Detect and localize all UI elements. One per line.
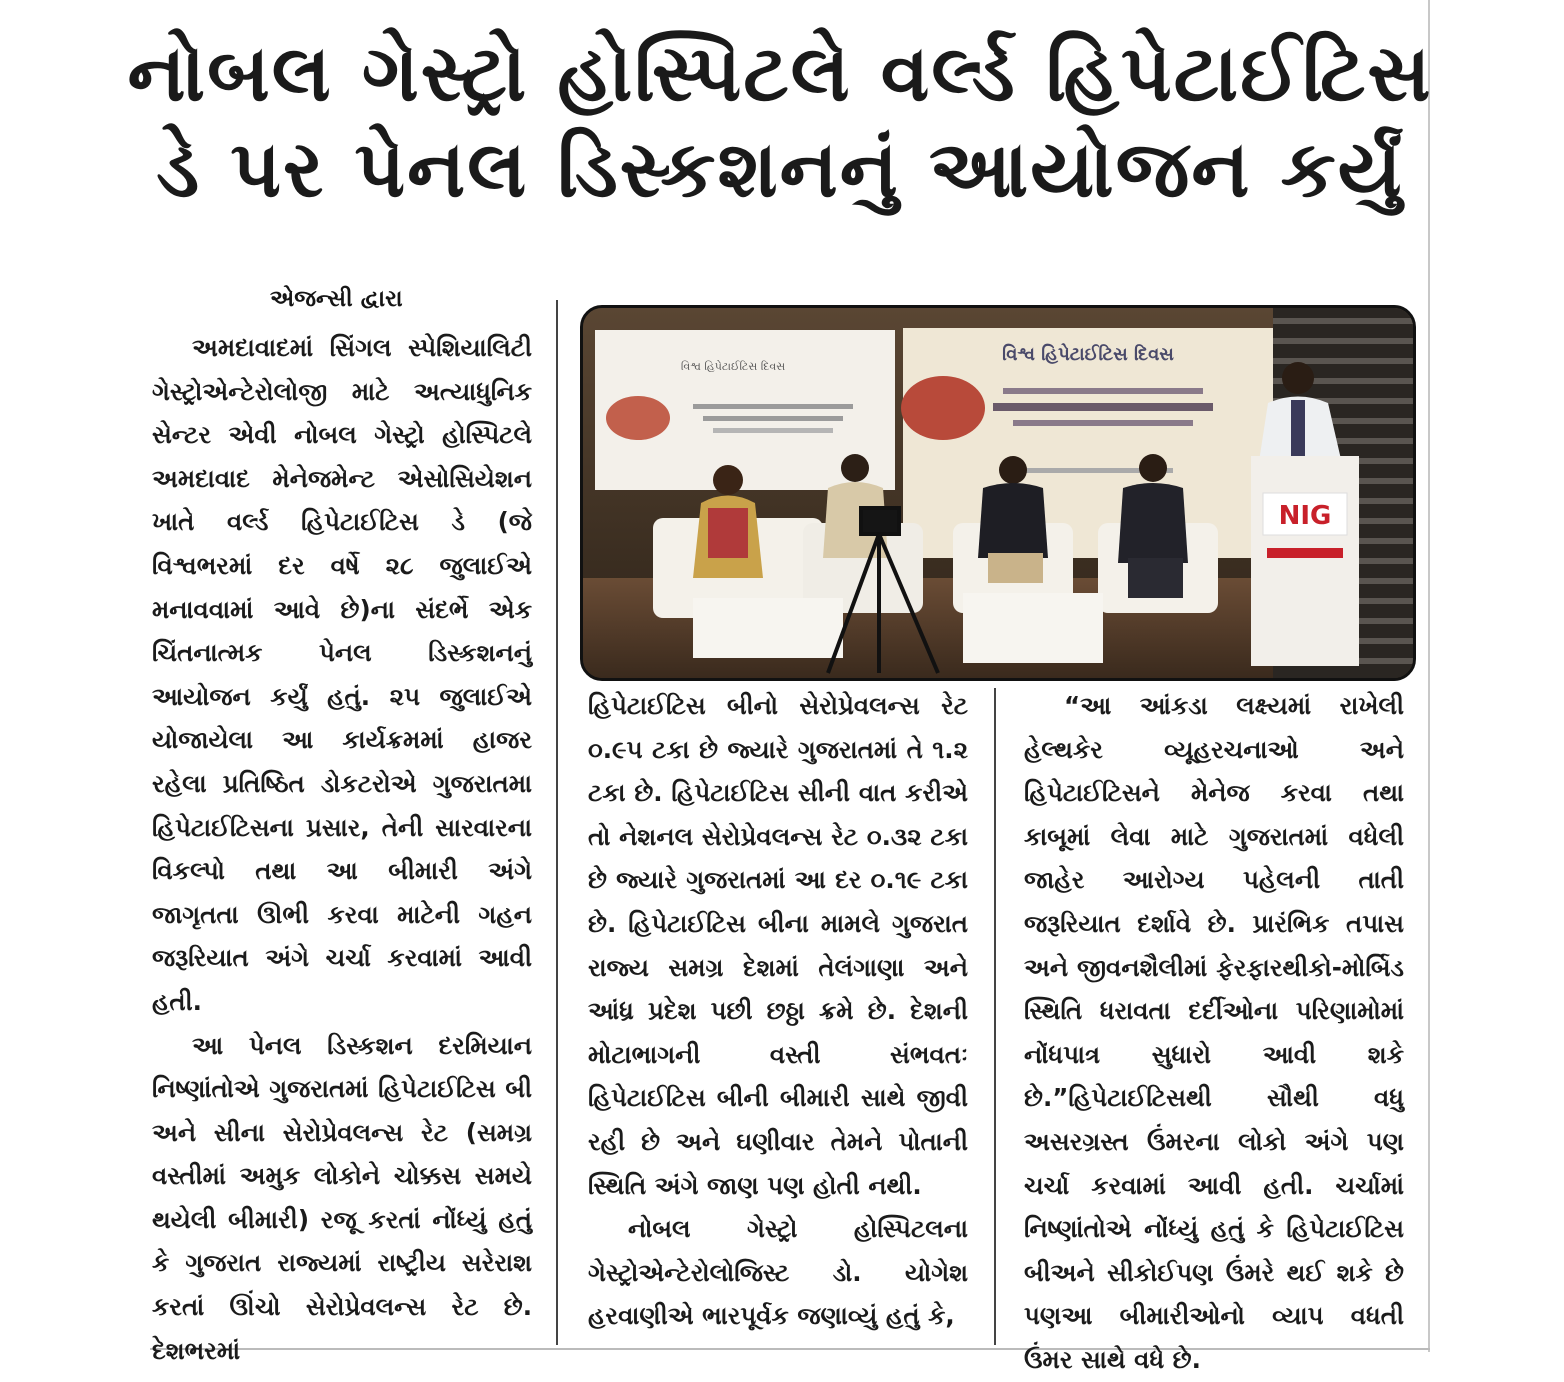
event-photo xyxy=(580,305,1416,681)
coffee-table-left xyxy=(693,598,843,658)
podium-logo: NIG xyxy=(1278,501,1332,531)
column2-paragraph-1: હિપેટાઈટિસ બીનો સેરોપ્રેવલન્સ રેટ ૦.૯૫ ટકા છે જ્યારે ગુજરાતમાં તે ૧.૨ ટકા છે. હિપેટાઈટિસ સીની વાત કરીએ તો નેશનલ સેરોપ્રેવલન્સ રેટ ૦.૩૨ ટકા છે જ્યારે ગુજરાતમાં આ દર ૦.૧૯ ટકા છે. હિપેટાઈટિસ બીના મામલે ગુજરાત રાજ્ય સમગ્ર દેશમાં તેલંગાણા અને આંધ્ર પ્રદેશ પછી છઠ્ઠા ક્રમે છે. દેશની મોટાભાગની વસ્તી સંભવતઃ હિપેટાઈટિસ બીની બીમારી સાથે જીવી રહી છે અને ઘણીવાર તેમને પોતાની સ્થિતિ અંગે જાણ પણ હોતી નથી. xyxy=(588,691,968,1200)
column2-paragraph-2: નોબલ ગેસ્ટ્રો હોસ્પિટલના ગેસ્ટ્રોએન્ટેરોલોજિસ્ટ ડો. યોગેશ હરવાણીએ ભારપૂર્વક જણાવ્યું હતું કે, xyxy=(588,1214,968,1331)
column-divider-1 xyxy=(556,300,558,1345)
article-column-1 xyxy=(152,326,532,1372)
podium xyxy=(1251,456,1359,666)
banner-liver-icon xyxy=(901,376,985,440)
column3-paragraph-1: “આ આંકડા લક્ષ્યમાં રાખેલી હેલ્થકેર વ્યૂહરચનાઓ અને હિપેટાઈટિસને મેનેજ કરવા તથા કાબૂમાં લેવા માટે ગુજરાતમાં વધેલી જાહેર આરોગ્ય પહેલની તાતી જરૂરિયાત દર્શાવે છે. પ્રારંભિક તપાસ અને જીવનશૈલીમાં ફેરફારથીકો-મોર્બિડ સ્થિતિ ધરાવતા દર્દીઓના પરિણામોમાં નોંધપાત્ર સુધારો આવી શકે છે.”હિપેટાઈટિસથી સૌથી વધુ અસરગ્રસ્ત ઉંમરના લોકો અંગે પણ ચર્ચા કરવામાં આવી હતી. ચર્ચામાં નિષ્ણાંતોએ નોંધ્યું હતું કે હિપેટાઈટિસ બીઅને સીકોઈપણ ઉંમરે થઈ શકે છે પણઆ બીમારીઓનો વ્યાપ વધતી ઉંમર સાથે વધે છે. xyxy=(1024,691,1404,1374)
screen-title: વિશ્વ હિપેટાઈટિસ દિવસ xyxy=(680,360,786,373)
byline: એજન્સી દ્વારા xyxy=(270,286,403,312)
column-divider-2 xyxy=(994,688,996,1345)
column1-paragraph-1: અમદાવાદમાં સિંગલ સ્પેશિયાલિટી ગેસ્ટ્રોએન્ટેરોલોજી માટે અત્યાધુનિક સેન્ટર એવી નોબલ ગેસ્ટ્રો હોસ્પિટલે અમદાવાદ મેનેજમેન્ટ એસોસિયેશન ખાતે વર્લ્ડ હિપેટાઈટિસ ડે (જે વિશ્વભરમાં દર વર્ષે ૨૮ જુલાઈએ મનાવવામાં આવે છે)ના સંદર્ભે એક ચિંતનાત્મક પેનલ ડિસ્કશનનું આયોજન કર્યું હતું. ૨૫ જુલાઈએ યોજાયેલા આ કાર્યક્રમમાં હાજર રહેલા પ્રતિષ્ઠિત ડોકટરોએ ગુજરાતમા હિપેટાઈટિસના પ્રસાર, તેની સારવારના વિકલ્પો તથા આ બીમારી અંગે જાગૃતતા ઊભી કરવા માટેની ગહન જરૂરિયાત અંગે ચર્ચા કરવામાં આવી હતી. xyxy=(152,333,532,1016)
headline-line-2: ડે પર પેનલ ડિસ્કશનનું આયોજન કર્યું xyxy=(156,125,1404,215)
coffee-table-right xyxy=(963,593,1103,663)
article-column-3 xyxy=(1024,684,1404,1382)
headline-line-1: નોબલ ગેસ્ટ્રો હોસ્પિટલે વર્લ્ડ હિપેટાઈટિસ xyxy=(127,29,1433,119)
banner-title: વિશ્વ હિપેટાઈટિસ દિવસ xyxy=(1002,344,1174,365)
column1-paragraph-2: આ પેનલ ડિસ્કશન દરમિયાન નિષ્ણાંતોએ ગુજરાતમાં હિપેટાઈટિસ બી અને સીના સેરોપ્રેવલન્સ રેટ (સમગ્ર વસ્તીમાં અમુક લોકોને ચોક્કસ સમયે થયેલી બીમારી) રજૂ કરતાં નોંધ્યું હતું કે ગુજરાત રાજ્યમાં રાષ્ટ્રીય સરેરાશ કરતાં ઊંચો સેરોપ્રેવલન્સ રેટ છે. દેશભરમાં xyxy=(152,1030,532,1365)
headline xyxy=(120,0,1440,218)
liver-graphic-icon xyxy=(606,396,670,440)
panel-discussion-photo-illustration xyxy=(583,308,1413,678)
article-column-2 xyxy=(588,684,968,1338)
